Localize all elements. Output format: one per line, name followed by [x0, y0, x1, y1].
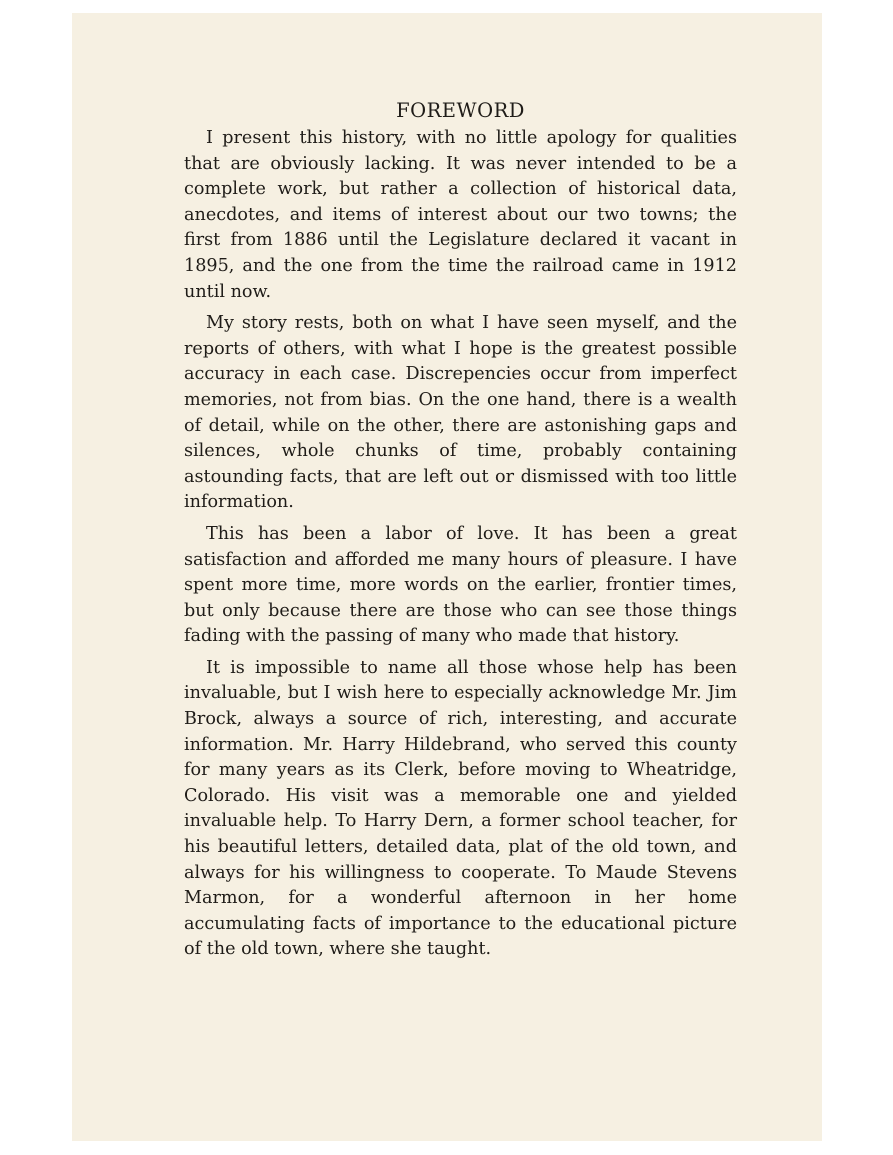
paragraph-2: My story rests, both on what I have seen myself, and the reports of others, with what I hope is the greatest possible accuracy in each case. Discrepencies occur from imperfect memories, not from bias. On the one hand, there is a wealth of detail, while on the other, there are astonishing gaps and silences, whole chunks of time, probably containing astounding facts, that are left out or dismissed with too little information. [184, 313, 737, 513]
paragraph-4: It is impossible to name all those whose help has been invaluable, but I wish here to especially acknowledge Mr. Jim Brock, always a source of rich, interesting, and accurate information. Mr. Harry Hildebrand, who served this county for many years as its Clerk, before moving to Wheatridge, Colorado. His visit was a memorable one and yielded invaluable help. To Harry Dern, a former school teacher, for his beautiful letters, detailed data, plat of the old town, and always for his willingness to cooperate. To Maude Stevens Marmon, for a wonderful afternoon in her home accumulating facts of importance to the educational picture of the old town, where she taught. [184, 657, 737, 960]
book-page [72, 13, 822, 1141]
page-title: FOREWORD [396, 99, 525, 122]
foreword-text [184, 98, 737, 969]
paragraph-3: This has been a labor of love. It has been a great satisfaction and afforded me many hours of pleasure. I have spent more time, more words on the earlier, frontier times, but only because there are those who can see those things fading with the passing of many who made that history. [184, 523, 737, 647]
paragraph-1: I present this history, with no little apology for qualities that are obviously lacking. It was never intended to be a complete work, but rather a collection of historical data, anecdotes, and items of interest about our two towns; the first from 1886 until the Legislature declared it vacant in 1895, and the one from the time the railroad came in 1912 until now. [184, 128, 737, 302]
